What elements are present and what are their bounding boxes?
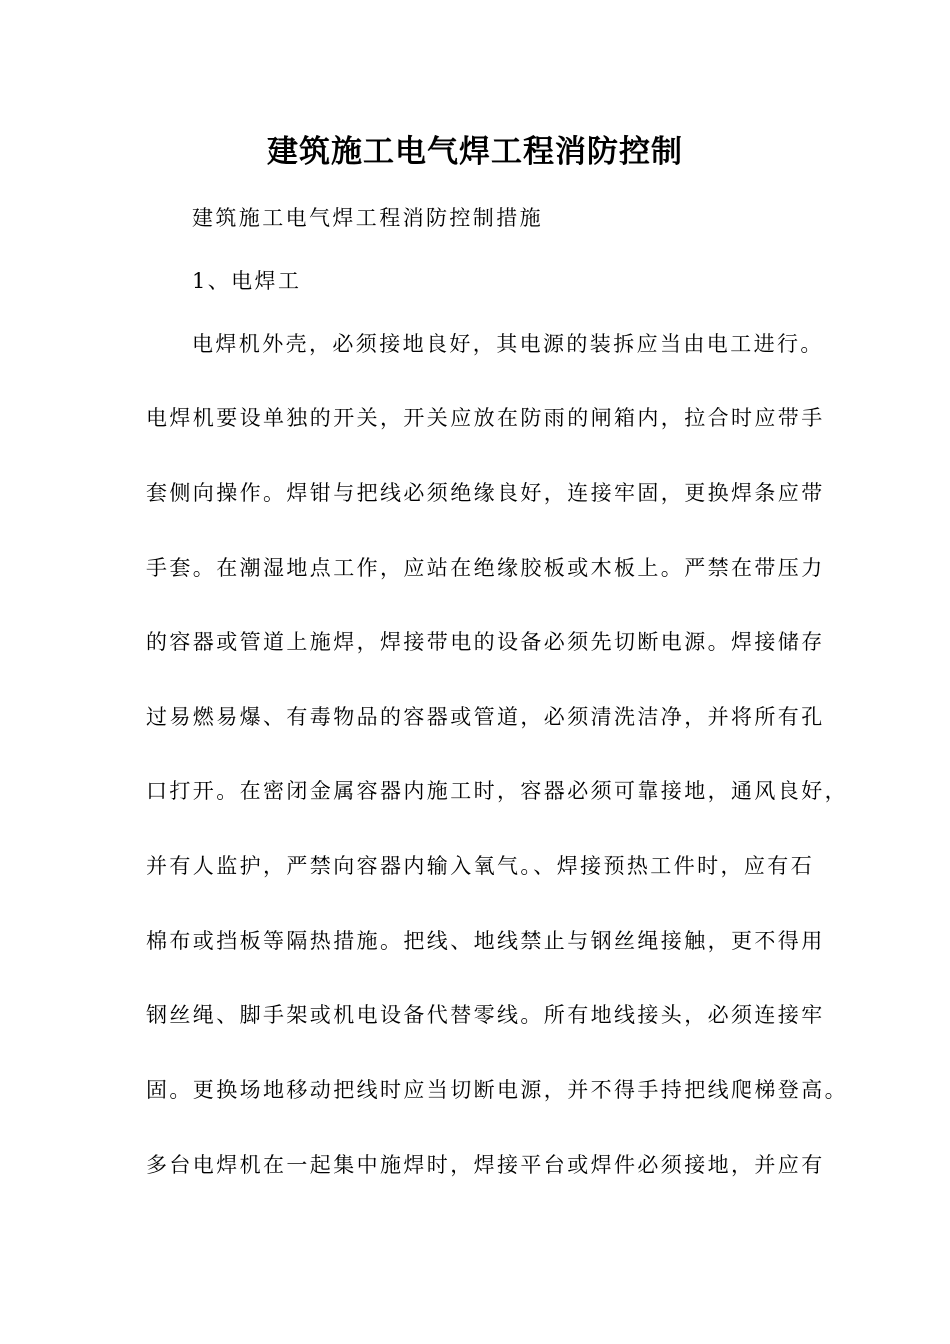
paragraph-line: 套侧向操作。焊钳与把线必须绝缘良好，连接牢固，更换焊条应带 [146, 481, 825, 505]
paragraph-line: 过易燃易爆、有毒物品的容器或管道，必须清洗洁净，并将所有孔 [146, 705, 825, 729]
paragraph-line: 固。更换场地移动把线时应当切断电源，并不得手持把线爬梯登高。 [146, 1078, 848, 1102]
section-heading: 1、电焊工 [192, 269, 302, 293]
paragraph-line: 电焊机外壳，必须接地良好，其电源的装拆应当由电工进行。 [192, 332, 824, 356]
paragraph-line: 电焊机要设单独的开关，开关应放在防雨的闸箱内，拉合时应带手 [146, 406, 825, 430]
paragraph-line: 钢丝绳、脚手架或机电设备代替零线。所有地线接头，必须连接牢 [146, 1003, 825, 1027]
paragraph-line: 手套。在潮湿地点工作，应站在绝缘胶板或木板上。严禁在带压力 [146, 556, 825, 580]
paragraph-line: 的容器或管道上施焊，焊接带电的设备必须先切断电源。焊接储存 [146, 630, 825, 654]
paragraph-line: 多台电焊机在一起集中施焊时，焊接平台或焊件必须接地，并应有 [146, 1153, 825, 1177]
document-title: 建筑施工电气焊工程消防控制 [267, 134, 683, 170]
document-subtitle: 建筑施工电气焊工程消防控制措施 [192, 206, 543, 230]
paragraph-line: 棉布或挡板等隔热措施。把线、地线禁止与钢丝绳接触，更不得用 [146, 929, 825, 953]
paragraph-line: 口打开。在密闭金属容器内施工时，容器必须可靠接地，通风良好， [146, 779, 848, 803]
paragraph-line: 并有人监护，严禁向容器内输入氧气。、焊接预热工件时，应有石 [146, 854, 815, 878]
